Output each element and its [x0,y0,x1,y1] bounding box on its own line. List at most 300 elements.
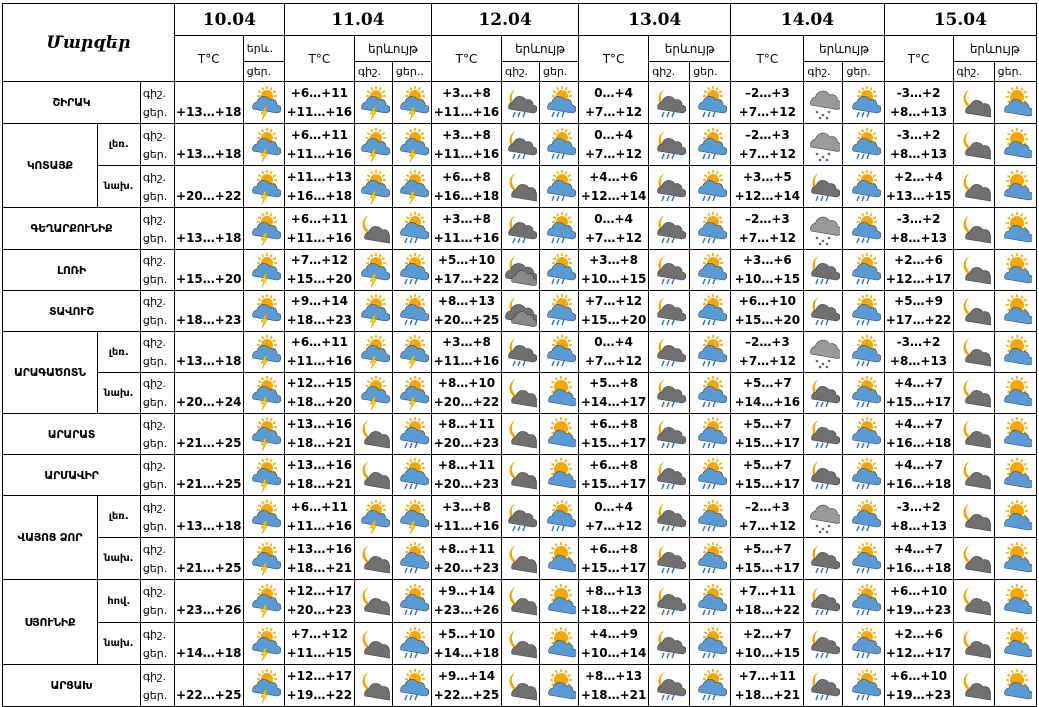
day-temp: +15…+17 [734,560,801,575]
period-labels [140,124,174,166]
temp-value: +18…+23 [176,313,242,327]
day-weather-cell [392,665,431,707]
table-row [3,496,1037,538]
table-row [3,623,1037,665]
moon-cloud-icon [503,375,537,411]
day-temp: +17…+22 [433,272,500,286]
day-temp: +14…+17 [580,395,647,409]
night-temp: +13…+16 [286,417,353,431]
table-row [3,665,1037,707]
night-weather-cell [649,250,690,291]
sun-cloud-lightning-icon [247,541,281,577]
wx-header: երևույթ [354,36,431,62]
night-cloud-rain-icon [806,583,840,619]
night-temp: +4…+7 [894,376,943,390]
moon-cloud-icon [957,334,991,370]
day-weather-cell [540,496,579,538]
weather-cell [243,82,284,124]
day-weather-cell [843,166,884,208]
night-temp: +4…+9 [589,626,638,641]
temp-cell [884,538,953,580]
night-weather-cell [804,250,843,291]
day-temp: +15…+17 [580,436,647,450]
night-weather-cell [804,665,843,707]
night-cloud-rain-icon [503,85,537,121]
night-weather-cell [953,538,994,580]
period-labels [140,580,174,623]
day-weather-cell [540,373,579,414]
sun-cloud-icon [542,457,576,493]
night-weather-cell [649,496,690,538]
night-weather-cell [804,455,843,496]
night-weather-cell [354,250,392,291]
night-cloud-rain-icon [652,416,686,452]
day-weather-cell [994,332,1036,373]
temp-cell [579,124,649,166]
table-row [3,291,1037,332]
temp-cell [174,332,243,373]
temp-cell [731,623,804,665]
sun-cloud-rain-icon [847,334,881,370]
table-title: Մարզեր [3,4,175,82]
temp-cell [884,665,953,707]
sun-cloud-lightning-icon [395,85,429,121]
moon-cloud-icon [503,416,537,452]
day-label: ցեր. [142,147,168,161]
sun-cloud-rain-icon [847,85,881,121]
date-header-11: 11.04 [284,4,431,36]
temp-cell [432,373,502,414]
night-weather-cell [649,665,690,707]
night-cloud-rain-icon [806,252,840,288]
night-weather-cell [354,82,392,124]
day-weather-cell [690,455,731,496]
day-label: ցեր. [142,396,168,409]
cloud-snow-icon [806,334,840,370]
day-temp: +16…+18 [286,188,353,203]
day-temp: +18…+20 [286,395,353,409]
weather-cell [243,496,284,538]
temp-cell [731,538,804,580]
region-name: ԱՐՄԱՎԻՐ [3,455,141,496]
region-part: լեռ. [97,496,140,538]
temp-cell [731,665,804,707]
temp-value: +21…+25 [176,477,242,491]
region-name: ԳԵՂԱՐՔՈՒՆԻՔ [3,208,141,250]
sun-cloud-rain-icon [847,583,881,619]
day-weather-cell [994,538,1036,580]
period-labels [140,250,174,291]
temp-cell [284,208,354,250]
night-weather-cell [953,82,994,124]
moon-cloud-icon [356,626,390,662]
day-subheader: ցեր.. [392,62,431,82]
moon-cloud-icon [957,457,991,493]
night-temp: –2…+3 [744,211,790,226]
night-temp: +5…+7 [742,417,792,431]
temp-cell [884,250,953,291]
day-temp: +20…+23 [433,477,500,491]
sun-cloud-rain-icon [693,668,727,704]
day-temp: +16…+18 [885,436,952,450]
sun-cloud-icon [998,457,1032,493]
day-weather-cell [843,623,884,665]
sun-cloud-icon [542,583,576,619]
sun-cloud-rain-icon [847,541,881,577]
night-temp: +2…+4 [894,169,943,184]
night-subheader: գիշ. [354,62,392,82]
day-temp: +7…+12 [738,518,796,533]
night-temp: +5…+7 [742,458,792,472]
night-weather-cell [501,373,539,414]
day-weather-cell [690,250,731,291]
day-weather-cell [540,291,579,332]
night-weather-cell [354,332,392,373]
day-temp: +8…+13 [889,230,948,245]
night-weather-cell [354,496,392,538]
night-label: գիշ. [142,336,167,349]
temp-cell [579,332,649,373]
night-temp: +6…+11 [290,335,348,349]
wx-header: երևույթ [501,36,578,62]
day-weather-cell [392,124,431,166]
night-weather-cell [501,665,539,707]
sun-cloud-icon [998,626,1032,662]
day-label: ցեր. [142,355,168,368]
day-subheader: ցեր. [540,62,579,82]
night-weather-cell [354,623,392,665]
day-temp: +11…+16 [286,230,353,245]
temp-cell [432,250,502,291]
sun-cloud-rain-icon [847,293,881,329]
night-cloud-rain-icon [652,169,686,205]
sun-cloud-icon [998,85,1032,121]
period-labels [140,82,174,124]
sun-cloud-rain-icon [542,169,576,205]
table-row [3,166,1037,208]
sun-cloud-lightning-icon [247,626,281,662]
sun-cloud-rain-icon [693,541,727,577]
night-temp: –2…+3 [744,335,790,349]
temp-cell [174,580,243,623]
temp-value: +14…+18 [176,645,242,660]
day-temp: +7…+12 [738,104,796,119]
temp-cell [174,538,243,580]
temp-cell [432,82,502,124]
temp-cell [884,208,953,250]
day-weather-cell [994,82,1036,124]
day-temp: +18…+23 [286,313,353,327]
cloud-snow-icon [806,85,840,121]
night-temp: 0…+4 [594,335,633,349]
night-label: գիշ. [142,377,167,390]
sun-cloud-rain-icon [395,583,429,619]
temp-cell [174,166,243,208]
night-weather-cell [953,580,994,623]
day-weather-cell [843,455,884,496]
moon-cloud-icon [957,541,991,577]
period-labels [140,373,174,414]
night-weather-cell [649,208,690,250]
night-weather-cell [953,373,994,414]
night-temp: +6…+8 [589,541,638,556]
temp-cell [884,414,953,455]
night-weather-cell [649,580,690,623]
moon-cloud-icon [957,169,991,205]
sun-cloud-lightning-icon [247,252,281,288]
temp-value: +20…+22 [176,188,242,203]
night-subheader: գիշ. [649,62,690,82]
night-temp: +12…+15 [286,376,353,390]
sun-cloud-rain-icon [693,499,727,535]
temp-cell [884,623,953,665]
night-weather-cell [501,82,539,124]
night-temp: +4…+6 [589,169,638,184]
night-temp: +6…+11 [290,127,348,142]
moon-cloud-icon [957,127,991,163]
day-weather-cell [994,208,1036,250]
sun-cloud-rain-icon [542,499,576,535]
day-weather-cell [540,623,579,665]
night-weather-cell [501,455,539,496]
day-weather-cell [690,82,731,124]
region-name: ԱՐԱԳԱԾՈՏՆ [3,332,98,414]
table-row [3,332,1037,373]
sun-cloud-lightning-icon [356,127,390,163]
temp-cell [284,623,354,665]
period-labels [140,538,174,580]
day-weather-cell [392,623,431,665]
day-temp: +16…+18 [885,560,952,575]
night-temp: +4…+7 [894,541,943,556]
day-temp: +11…+16 [433,146,500,161]
night-temp: –2…+3 [744,127,790,142]
temp-value: +22…+25 [176,687,242,702]
night-weather-cell [953,291,994,332]
night-weather-cell [354,291,392,332]
day-weather-cell [540,124,579,166]
temp-cell [579,665,649,707]
sun-cloud-rain-icon [847,416,881,452]
day-weather-cell [843,291,884,332]
day-label: ցեր. [142,519,168,533]
day-weather-cell [690,124,731,166]
day-label: ցեր. [142,604,168,617]
night-temp: +6…+8 [442,169,491,184]
wx-header: երևույթ [649,36,731,62]
night-cloud-rain-icon [652,457,686,493]
cloud-snow-icon [806,499,840,535]
sun-cloud-rain-icon [395,293,429,329]
day-weather-cell [540,580,579,623]
night-weather-cell [804,208,843,250]
day-weather-cell [690,332,731,373]
day-temp: +14…+18 [433,645,500,660]
day-weather-cell [994,291,1036,332]
sun-cloud-rain-icon [693,127,727,163]
day-weather-cell [392,291,431,332]
table-row [3,538,1037,580]
day-weather-cell [690,665,731,707]
night-temp: +6…+10 [889,668,948,683]
night-temp: +4…+7 [894,417,943,431]
day-weather-cell [690,414,731,455]
sun-cloud-rain-icon [847,169,881,205]
night-temp: +6…+8 [589,417,638,431]
night-label: գիշ. [142,254,167,267]
night-cloud-rain-icon [503,127,537,163]
night-temp: +9…+14 [290,294,348,308]
night-temp: +3…+6 [742,253,792,267]
temp-value: +15…+20 [176,272,242,286]
sun-cloud-rain-icon [847,375,881,411]
temp-value: +13…+18 [176,146,242,161]
day-weather-cell [392,496,431,538]
night-temp: +3…+8 [442,211,491,226]
day-temp: +11…+16 [433,230,500,245]
night-weather-cell [953,124,994,166]
temp-cell [432,580,502,623]
region-name: ԿՈՏԱՅՔ [3,124,98,208]
day-weather-cell [392,455,431,496]
night-weather-cell [953,208,994,250]
region-part: լեռ. [97,124,140,166]
day-label: ցեր. [142,561,168,575]
day-weather-cell [392,373,431,414]
night-weather-cell [501,208,539,250]
region-name: ԼՈՌԻ [3,250,141,291]
temp-cell [731,250,804,291]
sun-cloud-icon [542,375,576,411]
sun-cloud-rain-icon [693,211,727,247]
day-temp: +8…+13 [889,518,948,533]
day-weather-cell [843,580,884,623]
temp-cell [284,82,354,124]
day-temp: +15…+17 [734,477,801,491]
day-temp: +15…+17 [885,395,952,409]
sun-cloud-lightning-icon [395,334,429,370]
day-temp: +18…+22 [580,603,647,617]
night-weather-cell [501,124,539,166]
sun-cloud-rain-icon [693,169,727,205]
sun-cloud-lightning-icon [356,85,390,121]
sun-cloud-lightning-icon [247,293,281,329]
sun-cloud-lightning-icon [356,499,390,535]
night-weather-cell [649,538,690,580]
sun-cloud-rain-icon [395,541,429,577]
sun-cloud-lightning-icon [247,416,281,452]
night-temp: +12…+17 [286,584,353,598]
table-row [3,580,1037,623]
day-weather-cell [994,623,1036,665]
day-weather-cell [690,538,731,580]
temp-value: +13…+18 [176,230,242,245]
temp-cell [284,291,354,332]
night-weather-cell [804,166,843,208]
day-temp: +11…+16 [433,104,500,119]
day-label: ցեր. [142,646,168,660]
day-weather-cell [994,496,1036,538]
night-cloud-rain-icon [652,626,686,662]
night-temp: 0…+4 [594,127,633,142]
region-part: նախ. [97,623,140,665]
day-weather-cell [690,623,731,665]
day-temp: +18…+21 [580,687,647,702]
temp-cell [284,580,354,623]
sun-cloud-rain-icon [693,85,727,121]
night-weather-cell [804,373,843,414]
temp-value: +13…+18 [176,518,242,533]
date-header-12: 12.04 [432,4,579,36]
weather-cell [243,623,284,665]
night-label: գիշ. [142,295,167,308]
region-part: նախ. [97,373,140,414]
night-temp: +5…+8 [589,376,638,390]
night-label: գիշ. [142,542,167,556]
night-temp: +5…+10 [437,253,496,267]
day-weather-cell [540,250,579,291]
night-weather-cell [953,414,994,455]
temp-header: T°C [174,36,243,82]
night-temp: +8…+13 [437,294,496,308]
temp-cell [884,82,953,124]
sun-cloud-rain-icon [395,668,429,704]
sun-cloud-icon [998,499,1032,535]
night-label: գիշ. [142,128,167,142]
sun-cloud-icon [998,668,1032,704]
sun-cloud-rain-icon [542,334,576,370]
temp-cell [174,665,243,707]
night-temp: +3…+8 [442,127,491,142]
day-weather-cell [994,250,1036,291]
temp-header: T°C [884,36,953,82]
night-temp: +8…+11 [437,541,496,556]
night-weather-cell [649,373,690,414]
sun-cloud-icon [998,293,1032,329]
moon-cloud-icon [957,252,991,288]
sun-cloud-lightning-icon [247,127,281,163]
moon-cloud-icon [356,668,390,704]
night-weather-cell [804,82,843,124]
night-cloud-rain-icon [806,626,840,662]
moon-cloud-icon [503,583,537,619]
night-weather-cell [804,414,843,455]
wx-header: երևույթ [804,36,884,62]
temp-cell [284,665,354,707]
temp-cell [884,166,953,208]
day-temp: +16…+18 [885,477,952,491]
moon-cloud-icon [356,541,390,577]
day-temp: +11…+16 [286,104,353,119]
weather-cell [243,414,284,455]
sun-cloud-lightning-icon [247,375,281,411]
temp-cell [432,496,502,538]
night-temp: +8…+11 [437,458,496,472]
day-weather-cell [843,496,884,538]
temp-cell [174,496,243,538]
night-weather-cell [501,580,539,623]
sun-cloud-icon [542,416,576,452]
night-temp: -3…+2 [896,335,941,349]
sun-cloud-rain-icon [395,626,429,662]
night-cloud-rain-icon [806,541,840,577]
night-weather-cell [649,332,690,373]
sun-cloud-lightning-icon [395,375,429,411]
day-temp: +18…+21 [286,436,353,450]
temp-cell [174,250,243,291]
night-cloud-rain-icon [652,668,686,704]
region-part: լեռ. [97,332,140,373]
